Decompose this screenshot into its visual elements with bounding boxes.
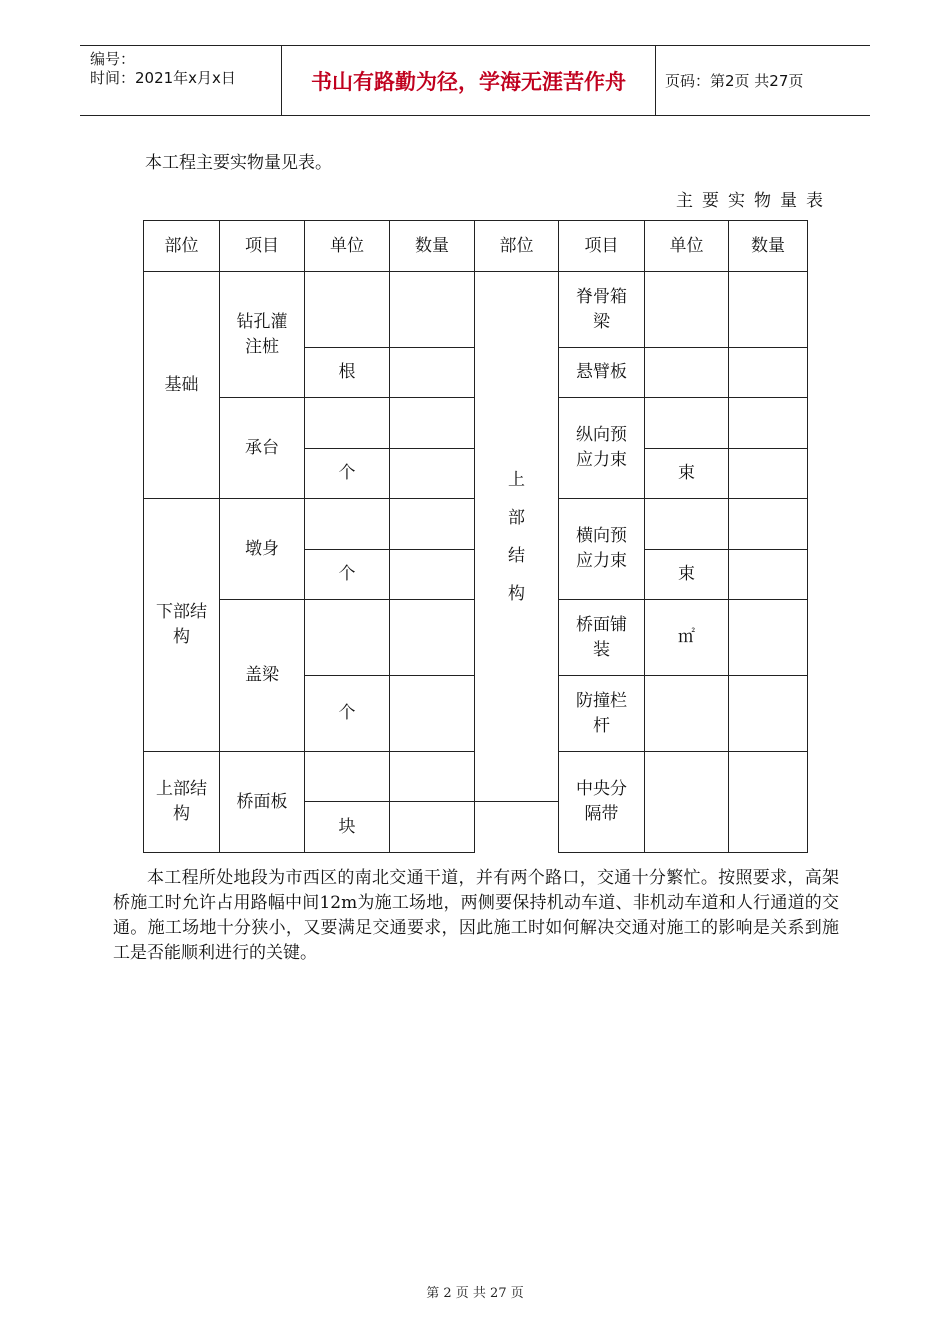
item-cantilever: 悬臂板 [559, 348, 645, 398]
header-meta [80, 46, 282, 115]
header-cell: 部位 [475, 221, 559, 272]
time-label: 时间：2021年x月x日 [90, 69, 236, 87]
table-row [144, 272, 808, 348]
unit-cap: 个 [305, 449, 390, 499]
item-pile: 钻孔灌注桩 [220, 272, 305, 398]
item-median: 中央分隔带 [559, 752, 645, 853]
item-deckslab: 桥面板 [220, 752, 305, 853]
unit-long-prestress: 束 [645, 449, 729, 499]
quantity-table [143, 220, 808, 853]
item-cap: 承台 [220, 398, 305, 499]
unit-deckslab: 块 [305, 802, 390, 853]
vertical-part-label: 上部结构 [508, 469, 525, 604]
unit-pile: 根 [305, 348, 390, 398]
page-footer: 第 2 页 共 27 页 [426, 1286, 524, 1301]
item-spine-girder: 脊骨箱梁 [559, 272, 645, 348]
part-substructure: 下部结构 [144, 499, 220, 752]
header-cell: 数量 [729, 221, 808, 272]
unit-trans-prestress: 束 [645, 550, 729, 600]
intro-text: 本工程主要实物量见表。 [145, 153, 332, 173]
header-page-label: 页码：第2页 共27页 [665, 72, 804, 90]
unit-pier: 个 [305, 550, 390, 600]
item-capbeam: 盖梁 [220, 600, 305, 752]
header-cell: 项目 [220, 221, 305, 272]
unit-capbeam: 个 [305, 676, 390, 752]
header-cell: 单位 [645, 221, 729, 272]
header-cell: 单位 [305, 221, 390, 272]
part-foundation: 基础 [144, 272, 220, 499]
header-cell: 数量 [390, 221, 475, 272]
serial-label: 编号： [90, 50, 136, 68]
part-superstructure-right [475, 272, 559, 802]
page-header [80, 45, 870, 116]
item-trans-prestress: 横向预应力束 [559, 499, 645, 600]
header-cell: 项目 [559, 221, 645, 272]
header-motto: 书山有路勤为径，学海无涯苦作舟 [282, 46, 656, 115]
table-title: 主要实物量表 [676, 191, 832, 211]
part-superstructure-left: 上部结构 [144, 752, 220, 853]
unit-paving: ㎡ [645, 600, 729, 676]
item-pier: 墩身 [220, 499, 305, 600]
item-long-prestress: 纵向预应力束 [559, 398, 645, 499]
header-cell: 部位 [144, 221, 220, 272]
table-header-row [144, 221, 808, 272]
item-paving: 桥面铺装 [559, 600, 645, 676]
item-railing: 防撞栏杆 [559, 676, 645, 752]
body-paragraph: 本工程所处地段为市西区的南北交通干道，并有两个路口，交通十分繁忙。按照要求，高架桥施工时允许占用路幅中间12m为施工场地，两侧要保持机动车道、非机动车道和人行通道的交通。施工场地十分狭小，又要满足交通要求，因此施工时如何解决交通对施工的影响是关系到施工是否能顺利进行的关键。 [113, 868, 839, 963]
